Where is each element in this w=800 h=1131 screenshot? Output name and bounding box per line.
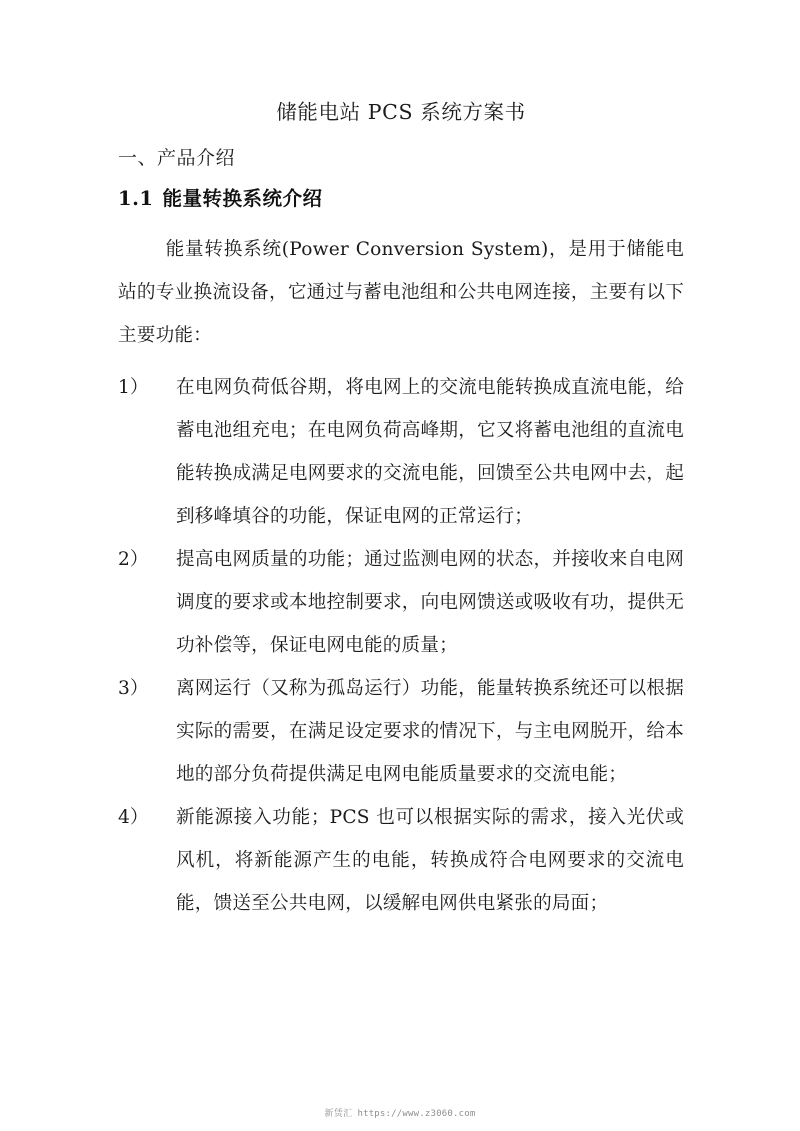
footer-site-name: 新赁汇 bbox=[324, 1109, 353, 1119]
intro-paragraph bbox=[118, 212, 684, 357]
footer-watermark bbox=[0, 1106, 800, 1119]
list-item-text: 在电网负荷低谷期，将电网上的交流电能转换成直流电能，给蓄电池组充电；在电网负荷高峰期，它又将蓄电池组的直流电能转换成满足电网要求的交流电能，回馈至公共电网中去，起到移峰填谷的功能，保证电网的正常运行； bbox=[176, 376, 684, 527]
feature-list bbox=[118, 357, 684, 925]
list-item-marker: 4） bbox=[118, 806, 149, 828]
list-item bbox=[118, 667, 684, 796]
list-item-text: 提高电网质量的功能；通过监测电网的状态，并接收来自电网调度的要求或本地控制要求，向电网馈送或吸收有功，提供无功补偿等，保证电网电能的质量； bbox=[176, 548, 684, 656]
list-item-marker: 3） bbox=[118, 677, 149, 699]
list-item bbox=[118, 538, 684, 667]
list-item-text: 新能源接入功能；PCS 也可以根据实际的需求，接入光伏或风机，将新能源产生的电能，转换成符合电网要求的交流电能，馈送至公共电网，以缓解电网供电紧张的局面； bbox=[176, 806, 684, 914]
section-heading-level-2 bbox=[118, 170, 684, 211]
intro-paragraph-text: 能量转换系统(Power Conversion System)，是用于储能电站的专业换流设备，它通过与蓄电池组和公共电网连接，主要有以下主要功能： bbox=[118, 238, 684, 346]
footer-url[interactable]: https://www.z3060.com bbox=[357, 1109, 476, 1119]
section-heading-number: 1.1 bbox=[118, 187, 154, 211]
list-item bbox=[118, 366, 684, 538]
section-heading-level-1: 一、产品介绍 bbox=[118, 146, 236, 169]
list-item bbox=[118, 796, 684, 925]
section-heading-text: 能量转换系统介绍 bbox=[162, 187, 323, 211]
list-item-marker: 2） bbox=[118, 548, 149, 570]
list-item-marker: 1） bbox=[118, 376, 149, 398]
list-item-text: 离网运行（又称为孤岛运行）功能，能量转换系统还可以根据实际的需要，在满足设定要求的情况下，与主电网脱开，给本地的部分负荷提供满足电网电能质量要求的交流电能； bbox=[176, 677, 684, 785]
document-content bbox=[118, 0, 684, 925]
page-title: 储能电站 PCS 系统方案书 bbox=[276, 100, 526, 124]
